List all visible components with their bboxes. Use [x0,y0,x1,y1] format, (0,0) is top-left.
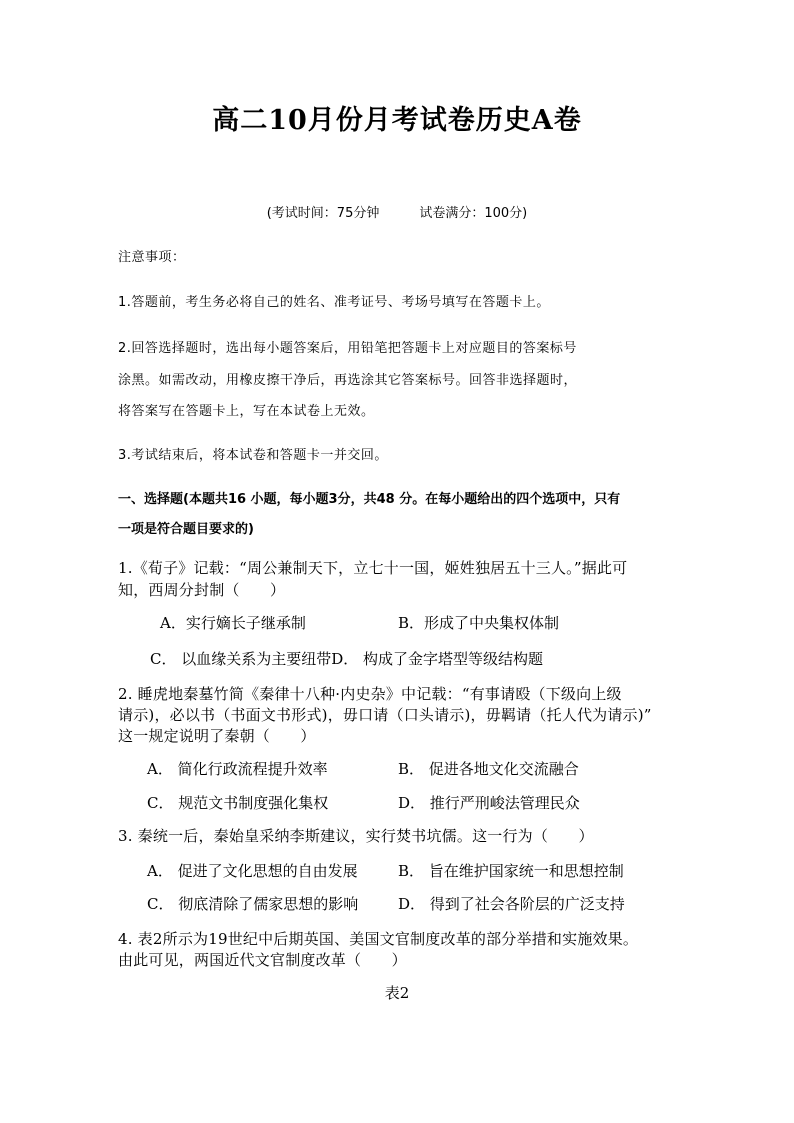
question-3-option-d: D． 得到了社会各阶层的广泛支持 [398,895,625,913]
exam-info [0,202,794,221]
table-caption: 表2 [384,984,410,1002]
notes-heading: 注意事项： [118,250,186,265]
question-1-option-b: B．形成了中央集权体制 [398,614,560,632]
question-2-option-b: B． 促进各地文化交流融合 [398,760,579,778]
question-4-line-1: 4. 表2所示为19世纪中后期英国、美国文官制度改革的部分举措和实施效果。 [118,930,639,948]
note-2-line-3: 将答案写在答题卡上，写在本试卷上无效。 [118,404,375,419]
page-title: 高二10月份月考试卷历史A卷 [212,105,582,136]
exam-score: 试卷满分：100分) [419,206,528,221]
question-3-option-a: A． 促进了文化思想的自由发展 [147,862,358,880]
question-2-line-1: 2. 睡虎地秦墓竹简《秦律十八种·内史杂》中记载：“有事请殴（下级向上级 [118,685,622,703]
question-1-option-a: A．实行嫡长子继承制 [160,614,306,632]
question-2-option-c: C． 规范文书制度强化集权 [147,794,329,812]
question-2-option-a: A． 简化行政流程提升效率 [147,760,328,778]
exam-time: (考试时间：75分钟 [266,206,380,221]
question-2-option-d: D． 推行严刑峻法管理民众 [398,794,580,812]
question-2-line-2: 请示)，必以书（书面文书形式)，毋口请（口头请示)，毋羁请（托人代为请示)” [118,706,652,724]
question-3-option-c: C． 彻底清除了儒家思想的影响 [147,895,359,913]
note-1: 1.答题前，考生务必将自己的姓名、准考证号、考场号填写在答题卡上。 [118,295,550,310]
note-2-line-2: 涂黑。如需改动，用橡皮擦干净后，再选涂其它答案标号。回答非选择题时， [118,373,578,388]
section-heading-line-2: 一项是符合题目要求的) [118,522,254,537]
question-4-line-2: 由此可见，两国近代文官制度改革（ ） [118,951,407,969]
note-3: 3.考试结束后，将本试卷和答题卡一并交回。 [118,448,388,463]
section-heading-line-1: 一、选择题(本题共16 小题，每小题3分，共48 分。在每小题给出的四个选项中，只有 [118,492,621,507]
question-1-line-2: 知，西周分封制（ ） [118,581,286,599]
note-2-line-1: 2.回答选择题时，选出每小题答案后，用铅笔把答题卡上对应题目的答案标号 [118,341,577,356]
question-1-option-cd: C． 以血缘关系为主要纽带D． 构成了金字塔型等级结构题 [150,650,544,668]
question-3-option-b: B． 旨在维护国家统一和思想控制 [398,862,624,880]
question-3-line-1: 3. 秦统一后，秦始皇采纳李斯建议，实行焚书坑儒。这一行为（ ） [118,827,594,845]
question-1-line-1: 1.《荀子》记载：“周公兼制天下，立七十一国，姬姓独居五十三人。”据此可 [118,559,628,577]
question-2-line-3: 这一规定说明了秦朝（ ） [118,727,316,745]
